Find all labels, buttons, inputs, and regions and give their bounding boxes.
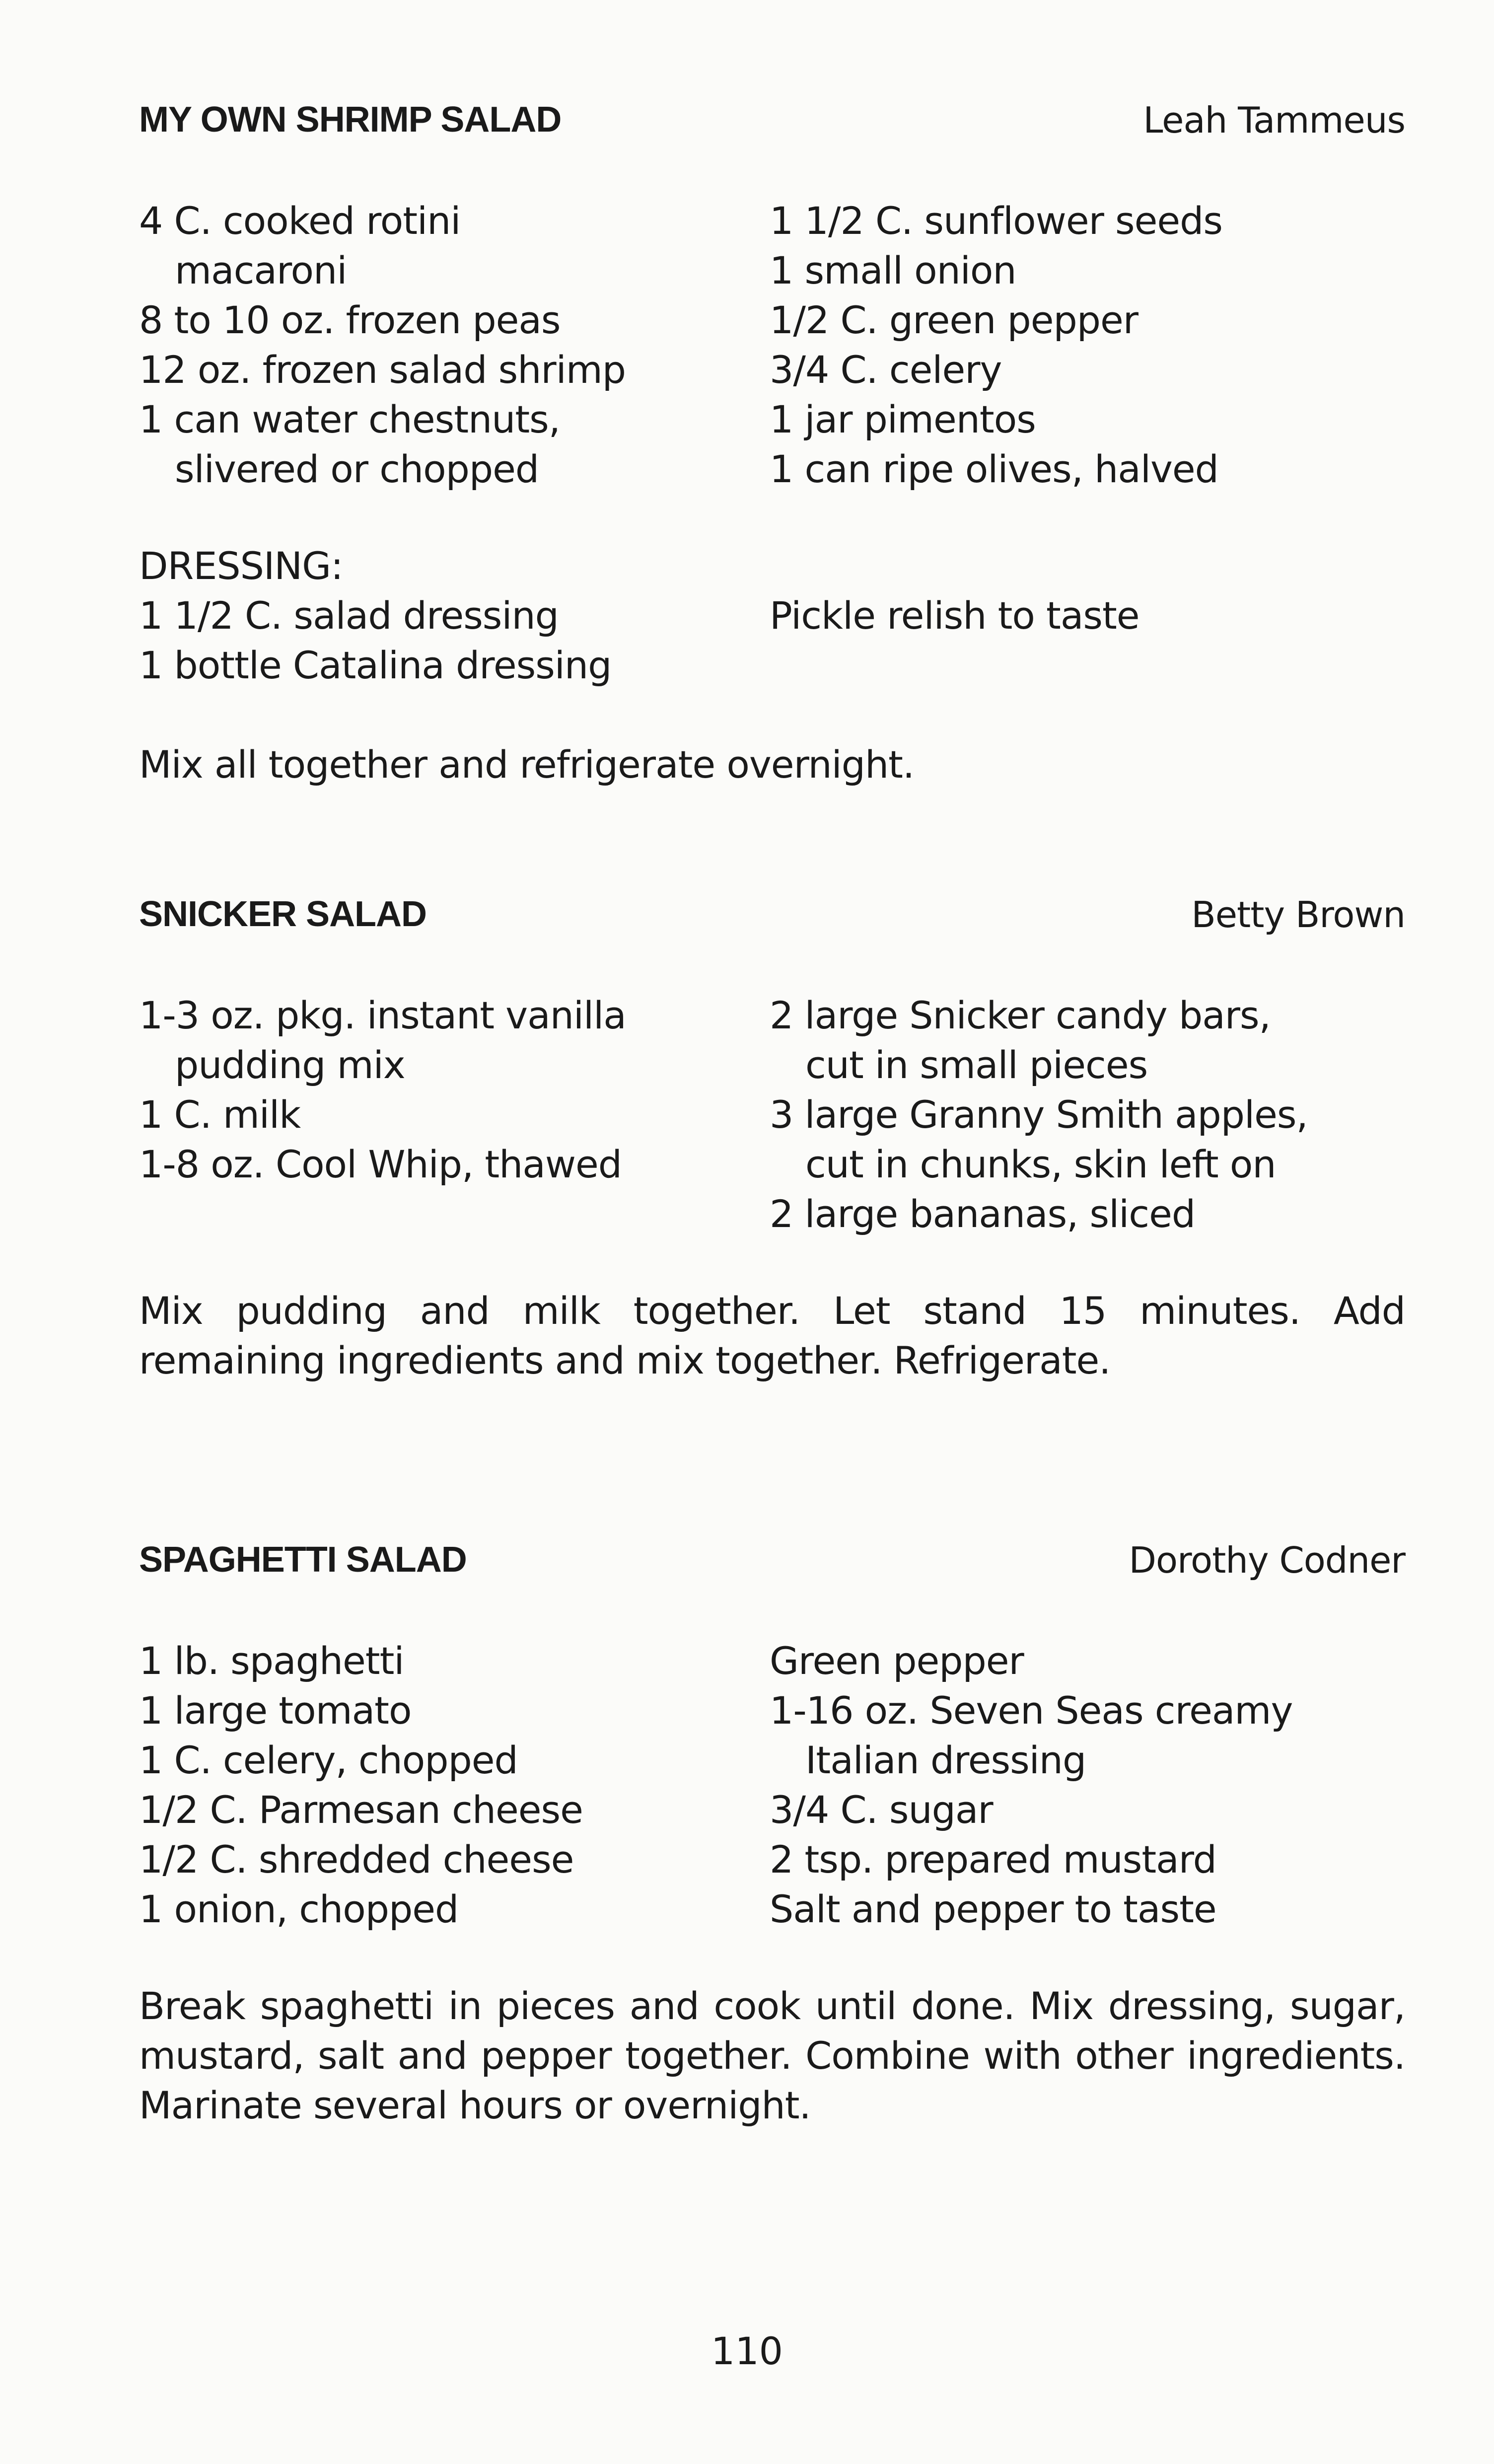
ingredient: 12 oz. frozen salad shrimp <box>139 348 626 392</box>
ingredient: 2 tsp. prepared mustard <box>770 1837 1216 1882</box>
ingredient: 1 1/2 C. salad dressing <box>139 593 559 638</box>
recipe-directions: Break spaghetti in pieces and cook until done. Mix dressing, sugar, mustard, salt and pepper together. Combine with other ingredients. Marinate several hours or overnight. <box>139 1984 1405 2127</box>
recipe-title: SNICKER SALAD <box>139 894 427 934</box>
ingredient: 1 C. celery, chopped <box>139 1738 518 1782</box>
ingredients <box>139 1636 1405 1934</box>
ingredients <box>139 991 1405 1239</box>
ingredient: 1 onion, chopped <box>139 1887 459 1931</box>
recipe-shrimp-salad <box>139 99 1405 787</box>
recipe-directions: Mix all together and refrigerate overnight. <box>139 742 915 787</box>
dressing-label: DRESSING: <box>139 544 343 588</box>
recipe-header <box>139 1539 1405 1589</box>
page-number: 110 <box>711 2329 783 2373</box>
recipe-author: Dorothy Codner <box>1129 1539 1405 1581</box>
ingredient: 8 to 10 oz. frozen peas <box>139 298 561 342</box>
ingredient: cut in small pieces <box>805 1043 1148 1087</box>
dressing-ingredients <box>139 591 1405 690</box>
ingredient: Pickle relish to taste <box>770 593 1139 638</box>
ingredient: 1/2 C. green pepper <box>770 298 1138 342</box>
ingredient: 1 jar pimentos <box>770 397 1036 441</box>
dressing-right <box>770 591 1415 641</box>
ingredient: Italian dressing <box>805 1738 1086 1782</box>
recipe-directions: Mix pudding and milk together. Let stand 15 minutes. Add remaining ingredients and mix together. Refrigerate. <box>139 1289 1405 1382</box>
ingredient: 1-8 oz. Cool Whip, thawed <box>139 1142 622 1186</box>
recipe-snicker-salad <box>139 894 1405 1382</box>
ingredient: 1 bottle Catalina dressing <box>139 643 612 687</box>
ingredient: 2 large bananas, sliced <box>770 1192 1196 1236</box>
recipe-author: Betty Brown <box>1191 894 1405 936</box>
recipe-spaghetti-salad <box>139 1539 1405 2127</box>
ingredient: 1 1/2 C. sunflower seeds <box>770 199 1222 243</box>
ingredients-right <box>770 991 1415 1239</box>
ingredient: macaroni <box>175 248 347 292</box>
ingredient: slivered or chopped <box>175 447 539 491</box>
ingredient: pudding mix <box>175 1043 405 1087</box>
ingredient: 1 can ripe olives, halved <box>770 447 1218 491</box>
ingredients-right <box>770 1636 1415 1934</box>
recipe-title: MY OWN SHRIMP SALAD <box>139 100 562 140</box>
ingredients-left <box>139 196 765 494</box>
ingredients-right <box>770 196 1415 494</box>
ingredient: 1 small onion <box>770 248 1016 292</box>
ingredients-left <box>139 991 765 1189</box>
ingredient: 1 C. milk <box>139 1092 301 1137</box>
ingredient: 2 large Snicker candy bars, <box>770 993 1271 1037</box>
ingredient: 4 C. cooked rotini <box>139 199 461 243</box>
recipe-header <box>139 99 1405 149</box>
ingredient: 3/4 C. sugar <box>770 1788 993 1832</box>
ingredient: 1/2 C. Parmesan cheese <box>139 1788 583 1832</box>
ingredient: 1 can water chestnuts, <box>139 397 560 441</box>
recipe-header <box>139 894 1405 943</box>
recipe-author: Leah Tammeus <box>1143 99 1405 141</box>
ingredient: Green pepper <box>770 1639 1024 1683</box>
ingredient: 3 large Granny Smith apples, <box>770 1092 1308 1137</box>
ingredients-left <box>139 1636 765 1934</box>
ingredient: 1 large tomato <box>139 1688 412 1733</box>
recipe-title: SPAGHETTI SALAD <box>139 1540 467 1580</box>
ingredient: 1 lb. spaghetti <box>139 1639 404 1683</box>
ingredient: 3/4 C. celery <box>770 348 1002 392</box>
ingredient: 1-16 oz. Seven Seas creamy <box>770 1688 1293 1733</box>
dressing-left <box>139 591 765 690</box>
ingredient: Salt and pepper to taste <box>770 1887 1216 1931</box>
ingredient: 1/2 C. shredded cheese <box>139 1837 574 1882</box>
ingredient: cut in chunks, skin left on <box>805 1142 1276 1186</box>
ingredients <box>139 196 1405 494</box>
ingredient: 1-3 oz. pkg. instant vanilla <box>139 993 626 1037</box>
